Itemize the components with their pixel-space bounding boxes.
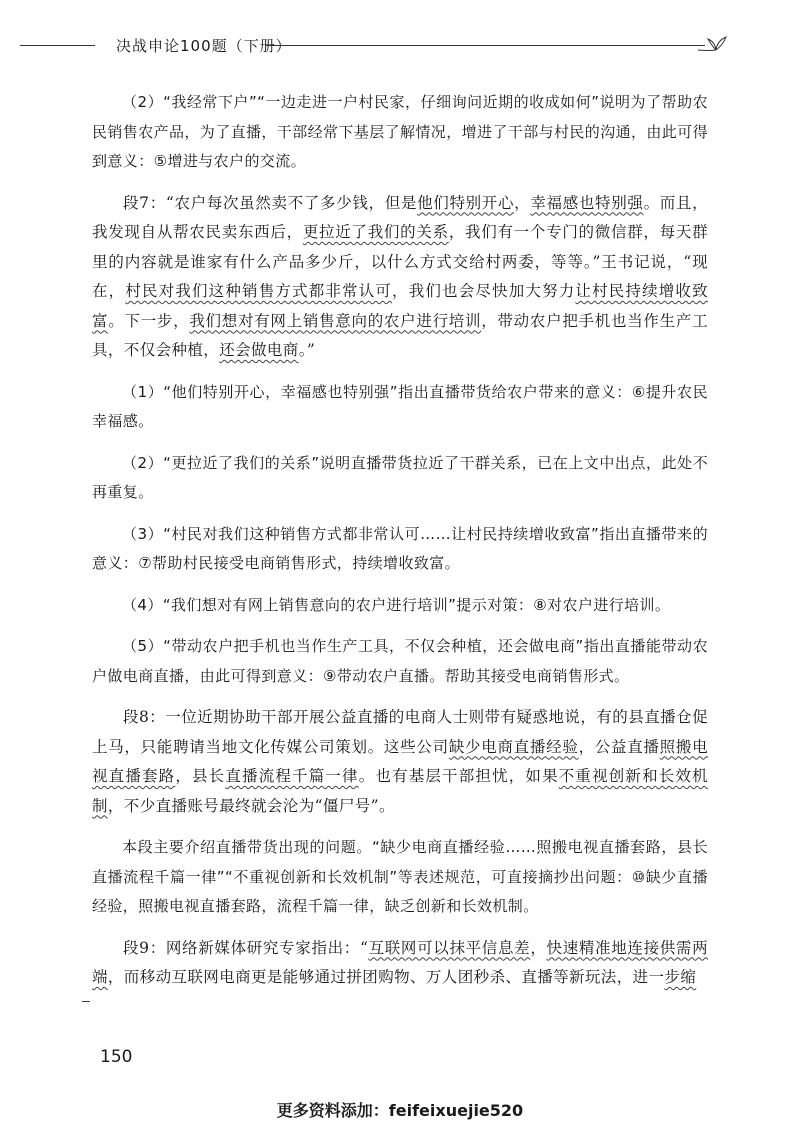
underlined-phrase: 互联网可以抹平信息差 [368,938,531,957]
underlined-phrase: 更拉近了我们的关系 [302,223,449,241]
underlined-phrase: 步缩 [664,968,697,986]
header-rule-right [265,45,705,46]
text-segment: 段8：一位近期协助干部开展公益直播的电商人士则带有疑惑地说，有的县直播仓促上马，只能聘请当地文化传媒公司策划。这些公司 [92,708,708,756]
underlined-phrase: 缺少电商直播经验 [448,737,579,756]
source-paragraph [92,189,708,366]
running-header [20,30,780,60]
sprout-icon [696,30,736,60]
text-segment: ，县长 [175,767,226,785]
text-segment: ，公益直播 [578,737,660,756]
analysis-paragraph [92,520,708,579]
underlined-phrase: 幸福感也特别强 [530,193,644,212]
underlined-phrase: 不重视创新和长效机制 [92,767,708,815]
text-segment: （2）“更拉近了我们的关系”说明直播带货拉近了干群关系，已在上文中出点，此处不再重复。 [92,453,708,501]
text-segment: （1）“他们特别开心，幸福感也特别强”指出直播带货给农户带来的意义：⑥提升农民幸福感。 [92,382,708,430]
analysis-paragraph [92,833,708,922]
underlined-phrase: 还会做电商 [219,341,299,359]
text-segment: 段7：“农户每次虽然卖不了多少钱，但是 [123,193,418,212]
margin-mark [82,1001,90,1002]
text-segment: 。” [298,341,316,359]
analysis-paragraph [92,632,708,691]
text-segment: 。下一步， [108,311,190,330]
text-segment: （2）“我经常下户”“一边走进一户村民家，仔细询问近期的收成如何”说明为了帮助农民销售农产品，为了直播，干部经常下基层了解情况，增进了干部与村民的沟通，由此可得到意义：⑤增进与农户的交流。 [92,93,709,170]
source-paragraph [92,703,708,821]
text-segment: ， [514,193,531,212]
text-segment: ，我们也会尽快加大努力 [392,282,576,300]
underlined-phrase: 让村民持续增收致富 [92,282,708,330]
text-segment: （5）“带动农户把手机也当作生产工具，不仅会种植，还会做电商”指出直播能带动农户做电商直播，由此可得到意义：⑨带动农户直播。帮助其接受电商销售形式。 [92,637,708,685]
text-segment: ，而移动互联网电商更是能够通过拼团购物、万人团秒杀、直播等新玩法，进一 [107,968,665,986]
underlined-phrase: 我们想对有网上销售意向的农户进行培训 [189,311,482,330]
underlined-phrase: 村民对我们这种销售方式都非常认可 [125,282,393,300]
analysis-paragraph [92,449,708,508]
book-title: 决战申论100题（下册） [116,37,292,55]
analysis-paragraph [92,88,708,177]
analysis-paragraph [92,591,708,621]
text-segment: 段9：网络新媒体研究专家指出：“ [123,938,369,957]
analysis-paragraph [92,378,708,437]
text-segment: ， [530,938,547,957]
text-segment: 本段主要介绍直播带货出现的问题。“缺少电商直播经验……照搬电视直播套路，县长直播流程千篇一律”“不重视创新和长效机制”等表述规范，可直接摘抄出问题：⑩缺少直播经验，照搬电视直播套路，流程千篇一律，缺乏创新和长效机制。 [92,838,708,915]
underlined-phrase: 照搬电视直播套路 [92,737,708,785]
page-number: 150 [100,1047,133,1067]
text-segment: ，带动农户把手机也当作生产工具，不仅会种植， [92,311,708,359]
underlined-phrase: 快速精准地连接供需两端 [92,938,709,986]
source-paragraph [92,934,708,993]
underlined-phrase: 直播流程千篇一律 [225,767,359,785]
page-body [92,88,708,1005]
underlined-phrase: 他们特别开心 [417,193,515,212]
text-segment: （4）“我们想对有网上销售意向的农户进行培训”提示对策：⑧对农户进行培训。 [122,595,671,614]
header-rule-left [20,45,95,46]
text-segment: （3）“村民对我们这种销售方式都非常认可……让村民持续增收致富”指出直播带来的意义：⑦帮助村民接受电商销售形式，持续增收致富。 [92,524,708,572]
text-segment: 。也有基层干部担忧，如果 [358,767,559,785]
text-segment: ，不少直播账号最终就会沦为“僵尸号”。 [107,796,395,815]
text-segment: ，我们有一个专门的微信群，每天群里的内容就是谁家有什么产品多少斤，以什么方式交给村两委，等等。”王书记说，“现在， [92,223,708,300]
footer-note: 更多资料添加：feifeixuejie520 [276,1101,524,1120]
text-segment: 。而且，我发现自从帮农民卖东西后， [92,193,709,241]
